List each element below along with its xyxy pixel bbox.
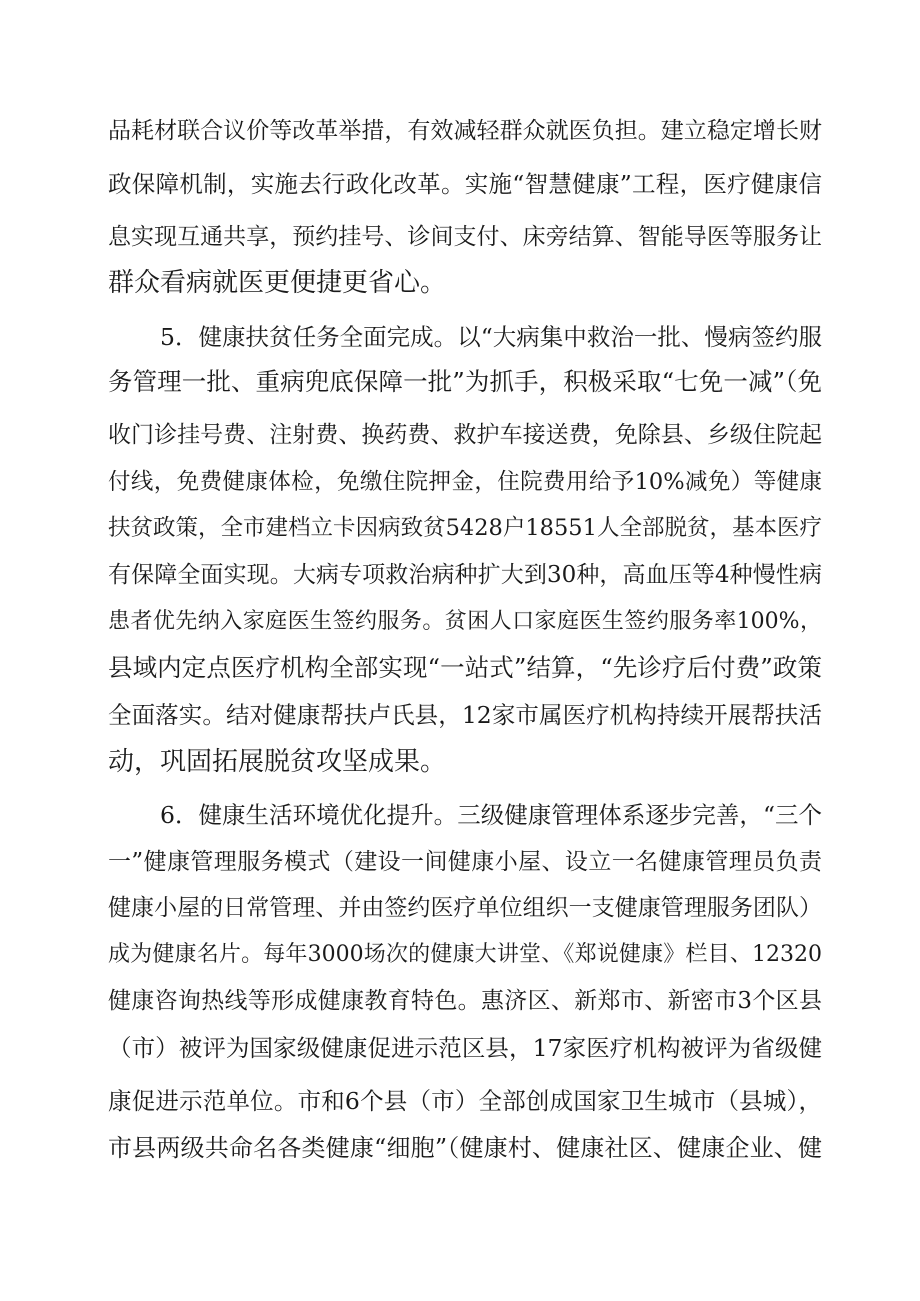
text-line: 收门诊挂号费、注射费、换药费、救护车接送费，免除县、乡级住院起 xyxy=(108,422,822,448)
text-line: 健康小屋的日常管理、并由签约医疗单位组织一支健康管理服务团队） xyxy=(108,895,822,921)
text-line: 付线，免费健康体检，免缴住院押金，住院费用给予10%减免）等健康 xyxy=(108,469,822,495)
text-line: 政保障机制，实施去行政化改革。实施“智慧健康”工程，医疗健康信 xyxy=(108,170,822,198)
text-line: 县域内定点医疗机构全部实现“一站式”结算，“先诊疗后付费”政策 xyxy=(108,653,822,682)
text-line: 市县两级共命名各类健康“细胞”（健康村、健康社区、健康企业、健 xyxy=(108,1134,822,1162)
text-line: 全面落实。结对健康帮扶卢氏县，12家市属医疗机构持续开展帮扶活 xyxy=(108,701,822,729)
text-line: 一”健康管理服务模式（建设一间健康小屋、设立一名健康管理员负责 xyxy=(108,849,822,875)
text-line: 品耗材联合议价等改革举措，有效减轻群众就医负担。建立稳定增长财 xyxy=(108,118,822,144)
text-line: 成为健康名片。每年3000场次的健康大讲堂、《郑说健康》栏目、12320 xyxy=(108,942,822,967)
text-line: 扶贫政策，全市建档立卡因病致贫5428户18551人全部脱贫，基本医疗 xyxy=(108,515,822,541)
paragraph-heading-line: 5．健康扶贫任务全面完成。以“大病集中救治一批、慢病签约服 xyxy=(160,323,822,351)
text-line: 群众看病就医更便捷更省心。 xyxy=(108,268,447,298)
text-line: 动，巩固拓展脱贫攻坚成果。 xyxy=(108,747,447,777)
text-line: 务管理一批、重病兜底保障一批”为抓手，积极采取“七免一减”（免 xyxy=(108,367,822,396)
text-line: （市）被评为国家级健康促进示范区县，17家医疗机构被评为省级健 xyxy=(108,1034,822,1062)
text-line: 有保障全面实现。大病专项救治病种扩大到30种，高血压等4种慢性病 xyxy=(108,562,822,588)
text-line: 健康咨询热线等形成健康教育特色。惠济区、新郑市、新密市3个区县 xyxy=(108,988,822,1014)
text-line: 康促进示范单位。市和6个县（市）全部创成国家卫生城市（县城）， xyxy=(108,1087,822,1115)
paragraph-heading-line: 6．健康生活环境优化提升。三级健康管理体系逐步完善，“三个 xyxy=(160,801,822,829)
text-line: 患者优先纳入家庭医生签约服务。贫困人口家庭医生签约服务率100%， xyxy=(108,609,822,634)
text-line: 息实现互通共享，预约挂号、诊间支付、床旁结算、智能导医等服务让 xyxy=(108,224,822,250)
